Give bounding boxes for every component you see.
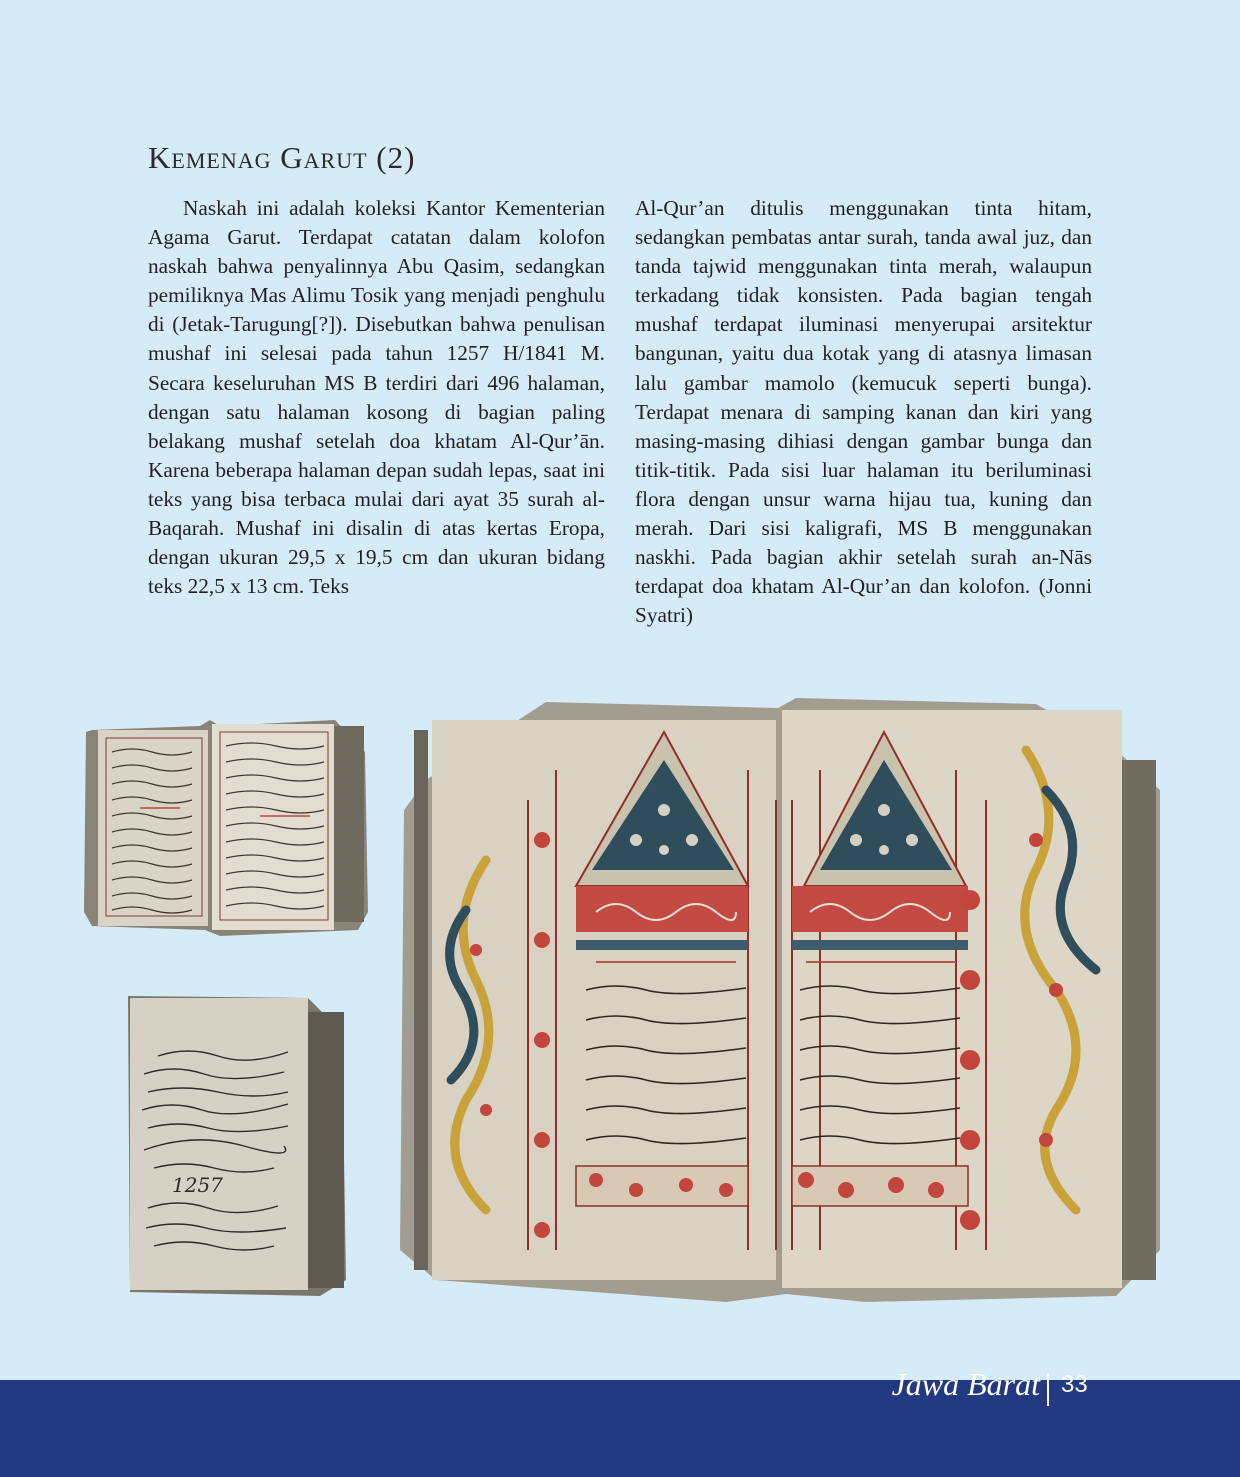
paragraph-right: Al-Qur’an ditulis menggunakan tinta hitam, sedangkan pembatas antar surah, tanda awal juz, dan tanda tajwid menggunakan tinta merah, walaupun terkadang tidak konsisten. Pada bagian tengah mushaf terdapat iluminasi menyerupai arsitektur bangunan, yaitu dua kotak yang di atasnya limasan lalu gambar mamolo (kemucuk seperti bunga). Terdapat menara di samping kanan dan kiri yang masing-masing dihiasi dengan gambar bunga dan titik-titik. Pada sisi luar halaman itu beriluminasi flora dengan unsur warna hijau tua, kuning dan merah. Dari sisi kaligrafi, MS B menggunakan naskhi. Pada bagian akhir setelah surah an-Nās terdapat doa khatam Al-Qur’an dan kolofon. (Jonni Syatri) (635, 196, 1092, 628)
manuscript-photo-colophon (124, 992, 348, 1298)
footer-bar (0, 1380, 1240, 1477)
footer-region: Jawa Barat (891, 1366, 1040, 1402)
text-column-left (148, 194, 605, 601)
manuscript-photo-illuminated-spread (396, 690, 1164, 1312)
footer-divider (1047, 1374, 1049, 1406)
page-number: 33 (1061, 1371, 1088, 1398)
text-column-right (635, 194, 1092, 630)
paragraph-left: Naskah ini adalah koleksi Kantor Kementerian Agama Garut. Terdapat catatan dalam kolofon naskah bahwa penyalinnya Abu Qasim, sedangkan pemiliknya Mas Alimu Tosik yang menjadi penghulu di (Jetak-Tarugung[?]). Disebutkan bahwa penulisan mushaf ini selesai pada tahun 1257 H/1841 M. Secara keseluruhan MS B terdiri dari 496 halaman, dengan satu halaman kosong di bagian paling belakang mushaf setelah doa khatam Al-Qur’ān. Karena beberapa halaman depan sudah lepas, saat ini teks yang bisa terbaca mulai dari ayat 35 surah al-Baqarah. Mushaf ini disalin di atas kertas Eropa, dengan ukuran 29,5 x 19,5 cm dan ukuran bidang teks 22,5 x 13 cm. Teks (148, 196, 605, 599)
manuscript-photo-open-pages (80, 712, 370, 938)
page-title: Kemenag Garut (2) (148, 140, 416, 175)
colophon-year: 1257 (172, 1173, 223, 1197)
